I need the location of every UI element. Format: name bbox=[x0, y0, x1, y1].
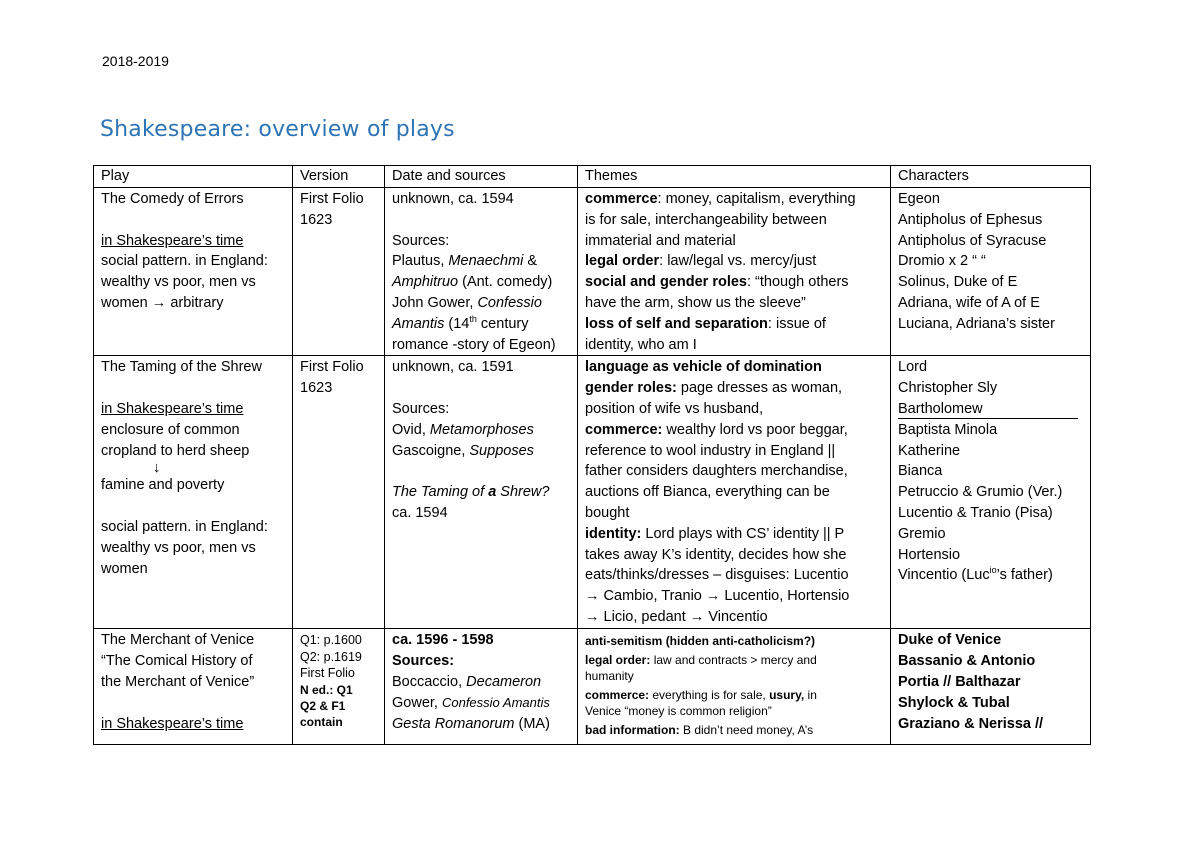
character-name: Antipholus of Ephesus bbox=[898, 211, 1043, 228]
source-work: Amphitruo bbox=[392, 274, 459, 291]
version-cell bbox=[293, 188, 385, 356]
source-work: Amantis bbox=[392, 315, 445, 332]
character-name: Solinus, Duke of E bbox=[898, 274, 1018, 291]
source-work: The Taming of bbox=[392, 484, 489, 501]
source-line bbox=[392, 293, 573, 314]
character-name: Christopher Sly bbox=[898, 380, 998, 397]
source-work: Gesta Romanorum bbox=[392, 715, 515, 732]
character-name: Graziano & Nerissa // bbox=[898, 715, 1044, 732]
character-name: Bassanio & Antonio bbox=[898, 653, 1036, 670]
theme-text: Lucentio, Hortensio bbox=[720, 588, 850, 605]
arrow-right-icon: → bbox=[585, 588, 600, 605]
source-work: Shrew? bbox=[496, 484, 550, 501]
theme-text: : issue of bbox=[767, 315, 826, 332]
theme-line bbox=[585, 189, 886, 210]
source-text: (MA) bbox=[514, 715, 550, 732]
column-header-characters: Characters bbox=[891, 166, 1091, 188]
source-work: Confessio Amantis bbox=[441, 694, 550, 710]
theme-keyword: commerce bbox=[585, 191, 658, 207]
source-work: Supposes bbox=[469, 442, 534, 459]
theme-keyword: anti-semitism (hidden anti-catholicism?) bbox=[585, 634, 816, 649]
plays-table bbox=[93, 165, 1091, 745]
theme-text: wealthy lord vs poor beggar, bbox=[662, 421, 848, 438]
character-name: Antipholus of Syracuse bbox=[898, 232, 1047, 249]
character-name: Baptista Minola bbox=[898, 421, 998, 438]
theme-line bbox=[585, 652, 886, 668]
play-note: wealthy vs poor, men vs bbox=[101, 274, 256, 291]
play-note: cropland to herd sheep bbox=[101, 442, 250, 459]
character-name bbox=[898, 399, 1086, 420]
character-name: Lucentio & Tranio (Pisa) bbox=[898, 504, 1053, 521]
character-name: Duke of Venice bbox=[898, 632, 1002, 649]
date-cell bbox=[385, 188, 578, 356]
theme-text: Lord plays with CS’ identity || P bbox=[641, 525, 845, 542]
source-work: Menaechmi bbox=[448, 253, 524, 270]
source-line bbox=[392, 441, 573, 462]
theme-line bbox=[585, 378, 886, 399]
theme-text: : law/legal vs. mercy/just bbox=[659, 253, 817, 270]
document-title: Shakespeare: overview of plays bbox=[100, 117, 455, 142]
character-name: Gremio bbox=[898, 525, 946, 542]
source-line bbox=[392, 693, 573, 714]
version-cell bbox=[293, 629, 385, 745]
source-work: Decameron bbox=[466, 673, 542, 690]
theme-line: humanity bbox=[585, 669, 634, 684]
theme-line bbox=[585, 314, 886, 335]
version-line: First Folio bbox=[300, 666, 355, 681]
source-text: century bbox=[476, 315, 529, 332]
arrow-right-icon: → bbox=[151, 294, 167, 311]
character-name: Petruccio & Grumio (Ver.) bbox=[898, 484, 1063, 501]
theme-line bbox=[585, 687, 886, 703]
column-header-play: Play bbox=[94, 166, 293, 188]
play-note-text: arbitrary bbox=[170, 294, 224, 311]
theme-line bbox=[585, 722, 886, 738]
theme-line bbox=[585, 524, 886, 545]
version-line: contain bbox=[300, 714, 343, 729]
theme-keyword: gender roles: bbox=[585, 380, 677, 397]
version-line: Q1: p.1600 bbox=[300, 633, 362, 648]
version-line: Q2 & F1 bbox=[300, 698, 346, 713]
theme-text: Cambio, Tranio bbox=[599, 588, 706, 605]
character-name: Katherine bbox=[898, 442, 961, 459]
theme-keyword: legal order bbox=[585, 253, 660, 270]
version-line: 1623 bbox=[300, 211, 333, 228]
themes-cell bbox=[578, 188, 891, 356]
theme-keyword: commerce: bbox=[585, 688, 650, 703]
column-header-version: Version bbox=[293, 166, 385, 188]
table-row bbox=[94, 188, 1091, 356]
version-line: Q2: p.1619 bbox=[300, 649, 362, 664]
themes-cell bbox=[578, 629, 891, 745]
theme-line: auctions off Bianca, everything can be bbox=[585, 484, 830, 501]
theme-line bbox=[585, 607, 886, 628]
source-line bbox=[392, 314, 573, 335]
column-header-date: Date and sources bbox=[385, 166, 578, 188]
theme-keyword: bad information: bbox=[585, 723, 680, 738]
theme-text: in bbox=[804, 688, 817, 703]
play-note: social pattern. in England: bbox=[101, 253, 268, 270]
theme-keyword: usury, bbox=[769, 688, 805, 703]
source-text: (14 bbox=[444, 315, 470, 332]
theme-line: have the arm, show us the sleeve” bbox=[585, 294, 806, 311]
characters-cell bbox=[891, 356, 1091, 629]
date-cell bbox=[385, 356, 578, 629]
theme-keyword: identity: bbox=[585, 525, 642, 542]
theme-line bbox=[585, 586, 886, 607]
theme-text: page dresses as woman, bbox=[676, 380, 843, 397]
theme-line bbox=[585, 272, 886, 293]
theme-line: reference to wool industry in England || bbox=[585, 442, 836, 459]
play-cell bbox=[94, 629, 293, 745]
character-name: Bianca bbox=[898, 463, 943, 480]
play-note: enclosure of common bbox=[101, 421, 240, 438]
context-heading: in Shakespeare’s time bbox=[101, 232, 244, 249]
source-author: Boccaccio, bbox=[392, 673, 467, 690]
theme-keyword: social and gender roles bbox=[585, 274, 747, 291]
theme-text: B didn’t need money, A’s bbox=[679, 723, 814, 738]
date-line: unknown, ca. 1591 bbox=[392, 359, 514, 376]
play-note: wealthy vs poor, men vs bbox=[101, 539, 256, 556]
play-note-text: women bbox=[101, 294, 148, 311]
character-name: Portia // Balthazar bbox=[898, 673, 1021, 690]
source-work: Metamorphoses bbox=[429, 421, 534, 438]
table-row bbox=[94, 629, 1091, 745]
play-cell bbox=[94, 188, 293, 356]
theme-keyword: commerce: bbox=[585, 421, 663, 438]
date-line: unknown, ca. 1594 bbox=[392, 191, 514, 207]
source-author: Gower, bbox=[392, 694, 442, 711]
play-title: The Comedy of Errors bbox=[101, 191, 244, 207]
date-line: ca. 1594 bbox=[392, 504, 448, 521]
theme-line: is for sale, interchangeability between bbox=[585, 211, 827, 228]
play-note: women bbox=[101, 560, 148, 577]
play-subtitle: “The Comical History of bbox=[101, 653, 253, 670]
theme-line: takes away K’s identity, decides how she bbox=[585, 546, 847, 563]
source-text: (Ant. comedy) bbox=[458, 274, 553, 291]
themes-cell bbox=[578, 356, 891, 629]
character-name: Egeon bbox=[898, 191, 940, 207]
theme-line: eats/thinks/dresses – disguises: Lucentio bbox=[585, 567, 849, 584]
character-name: Dromio x 2 “ “ bbox=[898, 253, 986, 270]
version-line: First Folio bbox=[300, 191, 364, 207]
play-cell bbox=[94, 356, 293, 629]
source-line bbox=[392, 251, 573, 272]
table-row bbox=[94, 356, 1091, 629]
source-work: Confessio bbox=[477, 294, 542, 311]
version-line: 1623 bbox=[300, 380, 333, 397]
context-heading: in Shakespeare’s time bbox=[101, 400, 244, 417]
year-label: 2018-2019 bbox=[102, 53, 169, 69]
theme-line: father considers daughters merchandise, bbox=[585, 463, 848, 480]
character-name: Luciana, Adriana’s sister bbox=[898, 315, 1055, 332]
theme-text: : “though others bbox=[746, 274, 849, 291]
play-title: The Taming of the Shrew bbox=[101, 359, 262, 376]
version-line: N ed.: Q1 bbox=[300, 682, 353, 697]
theme-text: : money, capitalism, everything bbox=[657, 191, 856, 207]
theme-keyword: legal order: bbox=[585, 653, 651, 668]
character-name bbox=[898, 565, 1086, 586]
version-cell bbox=[293, 356, 385, 629]
theme-line bbox=[585, 251, 886, 272]
sources-label: Sources: bbox=[392, 232, 450, 249]
version-line: First Folio bbox=[300, 359, 364, 376]
source-author: John Gower, bbox=[392, 294, 478, 311]
theme-line: position of wife vs husband, bbox=[585, 400, 764, 417]
theme-line: bought bbox=[585, 504, 630, 521]
theme-keyword: loss of self and separation bbox=[585, 315, 768, 332]
source-author: Gascoigne, bbox=[392, 442, 470, 459]
context-heading: in Shakespeare’s time bbox=[101, 715, 244, 732]
source-line bbox=[392, 482, 573, 503]
source-author: Plautus, bbox=[392, 253, 449, 270]
theme-text: everything is for sale, bbox=[649, 688, 770, 703]
date-cell bbox=[385, 629, 578, 745]
source-line bbox=[392, 714, 573, 735]
superscript: th bbox=[469, 313, 477, 324]
sources-label: Sources: bbox=[392, 400, 450, 417]
source-line bbox=[392, 672, 573, 693]
character-name: Shylock & Tubal bbox=[898, 694, 1010, 711]
theme-keyword: language as vehicle of domination bbox=[585, 359, 822, 376]
character-name: Adriana, wife of A of E bbox=[898, 294, 1040, 311]
character-name: Lord bbox=[898, 359, 928, 376]
play-note: famine and poverty bbox=[101, 477, 225, 494]
arrow-right-icon: → bbox=[705, 588, 721, 605]
play-note bbox=[101, 293, 288, 314]
theme-line: immaterial and material bbox=[585, 232, 736, 249]
play-title: The Merchant of Venice bbox=[101, 632, 255, 649]
arrow-right-icon: → bbox=[585, 608, 600, 625]
theme-text: law and contracts > mercy and bbox=[650, 653, 817, 668]
table-header-row bbox=[94, 166, 1091, 188]
character-name-underlined: Bartholomew bbox=[898, 400, 1078, 419]
theme-text: Licio, pedant bbox=[599, 608, 690, 625]
sources-label: Sources: bbox=[392, 653, 455, 670]
arrow-right-icon: → bbox=[689, 608, 705, 625]
character-text: ’s father) bbox=[996, 567, 1053, 584]
theme-line bbox=[585, 420, 886, 441]
date-line: ca. 1596 - 1598 bbox=[392, 632, 494, 649]
theme-line: identity, who am I bbox=[585, 336, 697, 353]
characters-cell bbox=[891, 629, 1091, 745]
superscript: io bbox=[989, 565, 997, 576]
source-line bbox=[392, 420, 573, 441]
theme-text: Vincentio bbox=[704, 608, 768, 625]
column-header-themes: Themes bbox=[578, 166, 891, 188]
arrow-down-icon: ↓ bbox=[153, 460, 161, 477]
source-line bbox=[392, 272, 573, 293]
source-author: Ovid, bbox=[392, 421, 430, 438]
source-text: & bbox=[523, 253, 538, 270]
source-line: romance -story of Egeon) bbox=[392, 336, 556, 353]
play-note: social pattern. in England: bbox=[101, 518, 268, 535]
characters-cell bbox=[891, 188, 1091, 356]
theme-line: Venice “money is common religion” bbox=[585, 704, 772, 719]
source-work: a bbox=[488, 484, 497, 501]
character-name: Hortensio bbox=[898, 546, 961, 563]
play-subtitle: the Merchant of Venice” bbox=[101, 673, 255, 690]
character-text: Vincentio (Luc bbox=[898, 567, 990, 584]
